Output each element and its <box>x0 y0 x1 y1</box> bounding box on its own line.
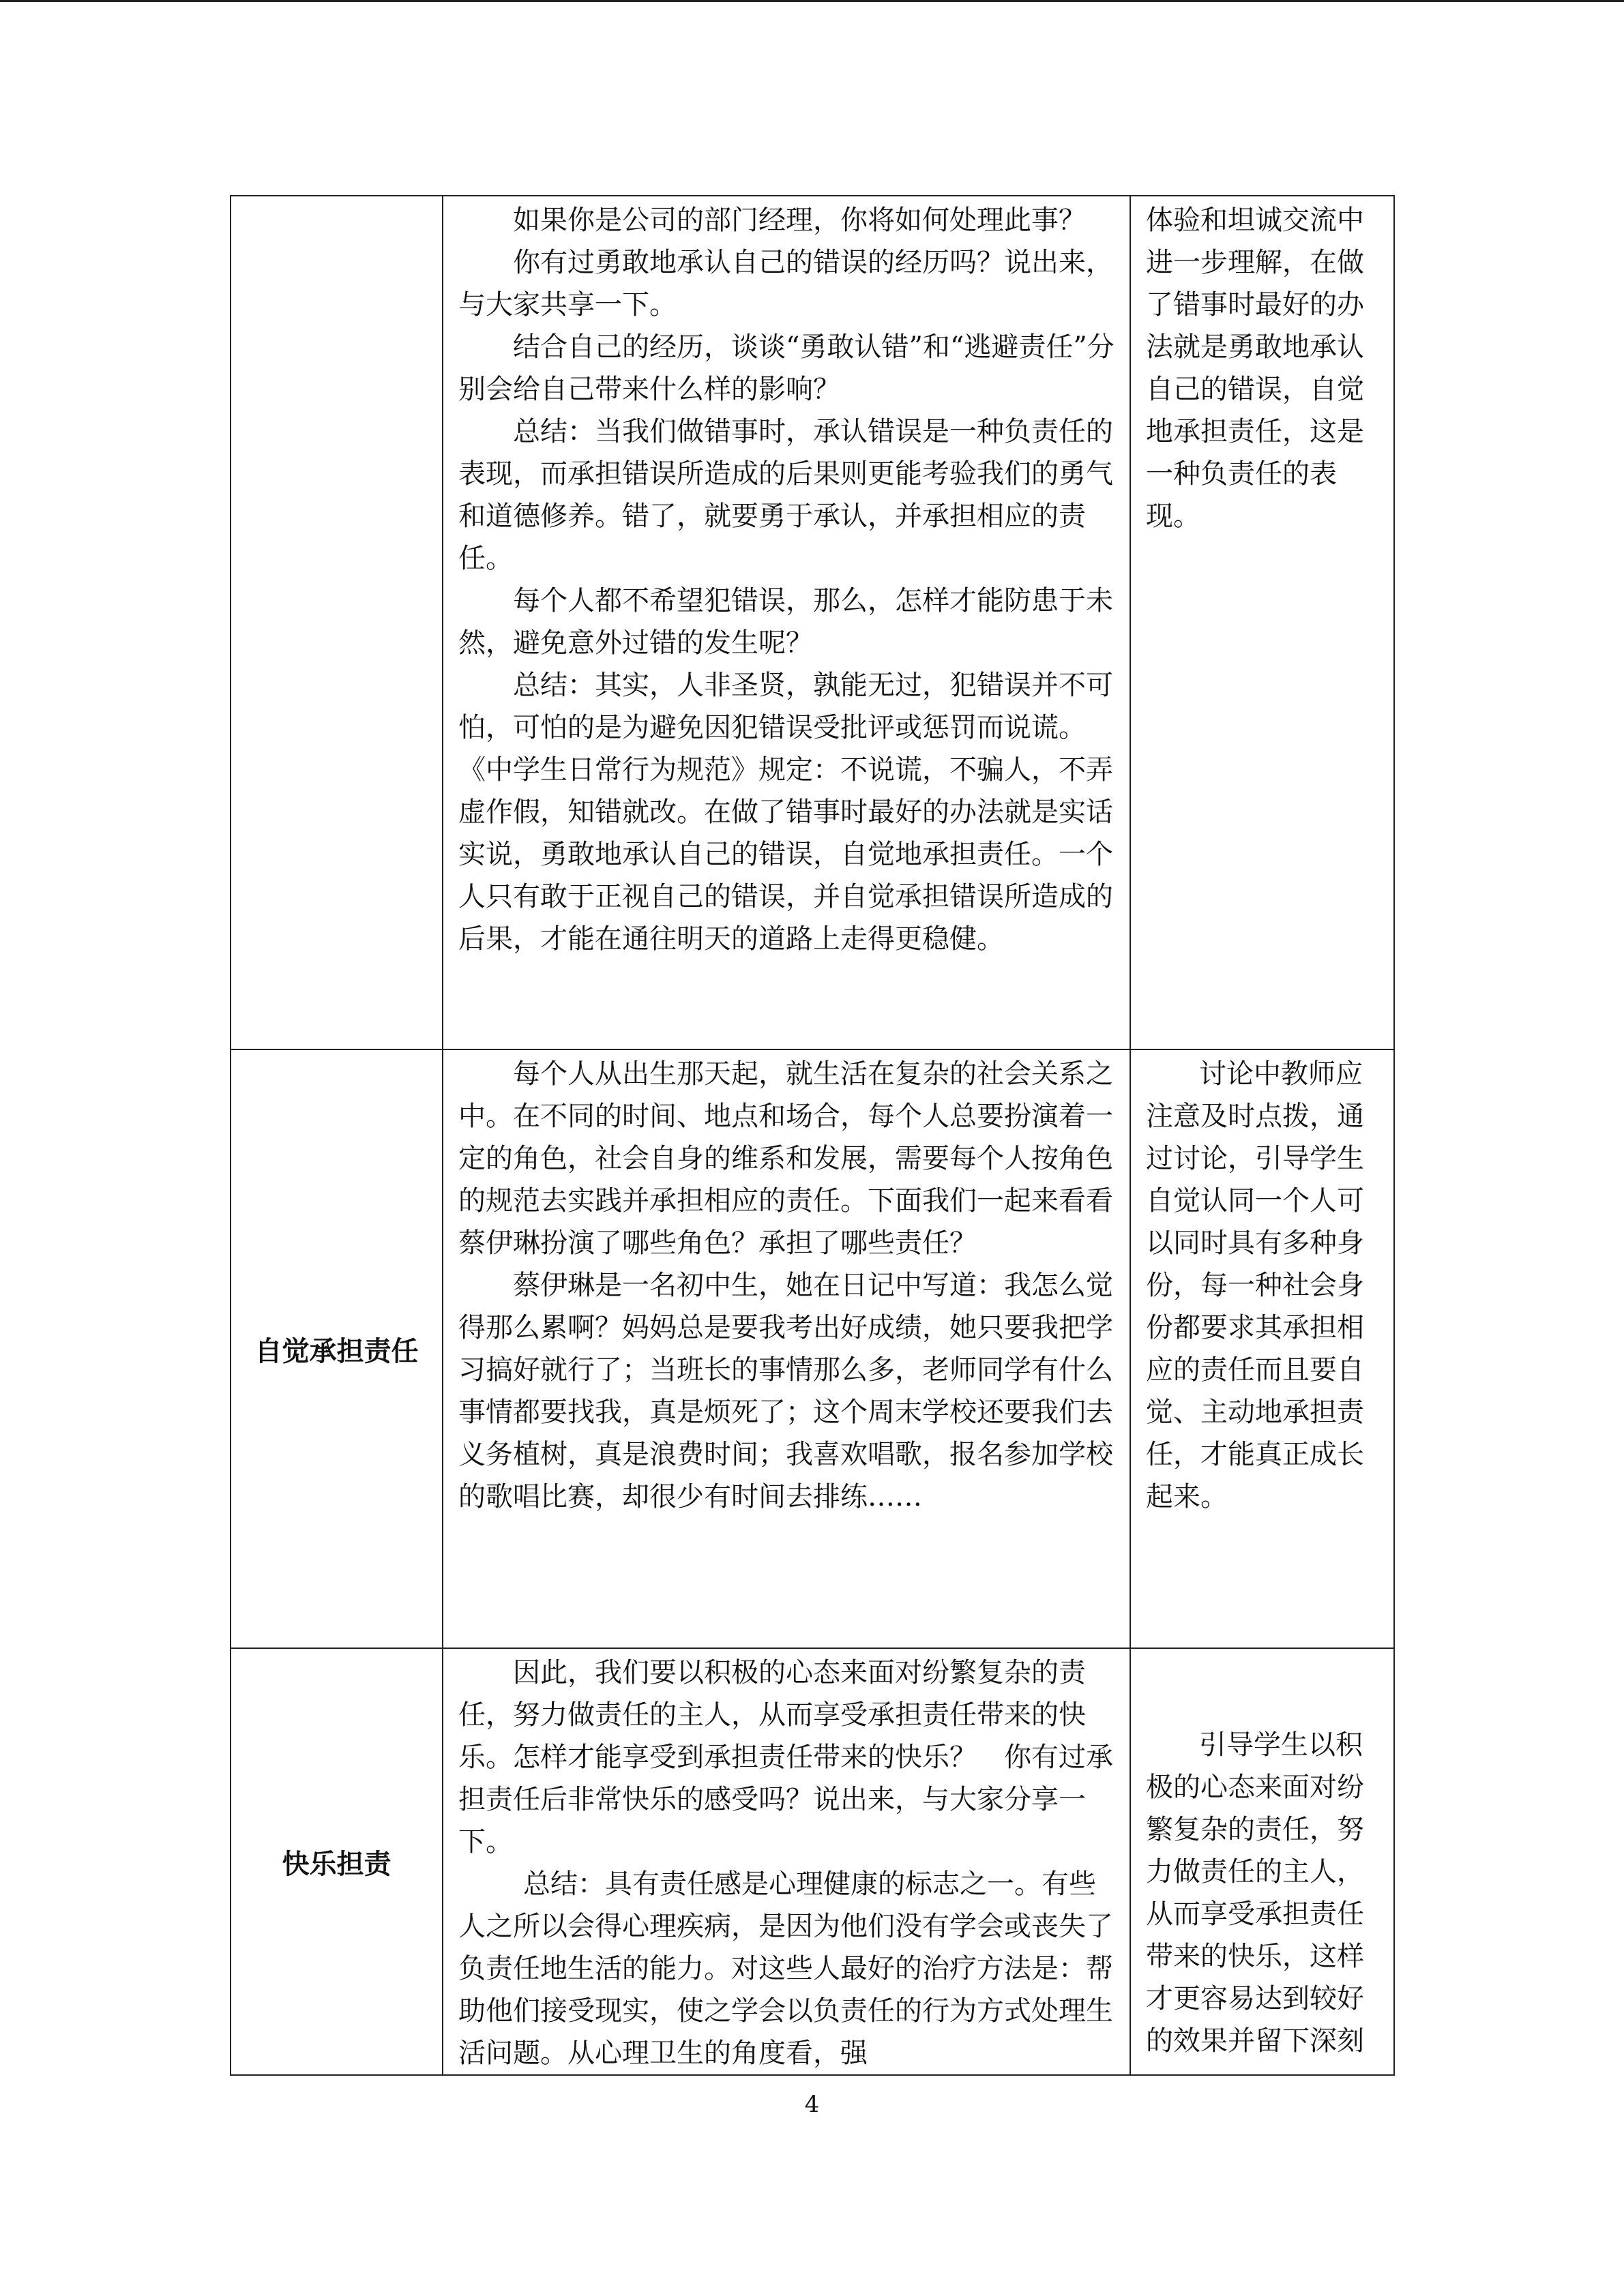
row-label: 自觉承担责任 <box>254 1335 419 1367</box>
content-paragraph: 蔡伊琳是一名初中生，她在日记中写道：我怎么觉得那么累啊？妈妈总是要我考出好成绩，她只要我把学习搞好就行了；当班长的事情那么多，老师同学有什么事情都要找我，真是烦死了；这个周末学校还要我们去义务植树，真是浪费时间；我喜欢唱歌，报名参加学校的歌唱比赛，却很少有时间去排练…… <box>458 1270 1113 1512</box>
row-label: 快乐担责 <box>282 1848 392 1880</box>
note-cell <box>1130 1049 1394 1648</box>
content-paragraph: 总结：具有责任感是心理健康的标志之一。有些人之所以会得心理疾病，是因为他们没有学会或丧失了负责任地生活的能力。对这些人最好的治疗方法是：帮助他们接受现实，使之学会以负责任的行为方式处理生活问题。从心理卫生的角度看，强 <box>458 1868 1113 2069</box>
content-paragraph: 每个人都不希望犯错误，那么，怎样才能防患于未然，避免意外过错的发生呢？ <box>458 585 1113 659</box>
content-cell <box>443 1049 1130 1648</box>
content-cell <box>443 196 1130 1049</box>
note-cell <box>1130 196 1394 1049</box>
note-cell <box>1130 1648 1394 2075</box>
top-border-line <box>0 0 1624 2</box>
row-label-cell <box>231 1648 443 2075</box>
table-row <box>231 1648 1394 2075</box>
content-cell <box>443 1648 1130 2075</box>
note-text: 讨论中教师应注意及时点拨，通过讨论，引导学生自觉认同一个人可以同时具有多种身份，每一种社会身份都要求其承担相应的责任而且要自觉、主动地承担责任，才能真正成长起来。 <box>1146 1058 1364 1512</box>
content-paragraph: 你有过勇敢地承认自己的错误的经历吗？说出来，与大家共享一下。 <box>458 247 1113 320</box>
note-text: 引导学生以积极的心态来面对纷繁复杂的责任，努力做责任的主人，从而享受承担责任带来的快乐，这样才更容易达到较好的效果并留下深刻 <box>1146 1729 1364 2057</box>
content-paragraph: 因此，我们要以积极的心态来面对纷繁复杂的责任，努力做责任的主人，从而享受承担责任带来的快乐。怎样才能享受到承担责任带来的快乐？ 你有过承担责任后非常快乐的感受吗？说出来，与大家分享一下。 <box>458 1657 1113 1858</box>
content-paragraph: 每个人从出生那天起，就生活在复杂的社会关系之中。在不同的时间、地点和场合，每个人总要扮演着一定的角色，社会自身的维系和发展，需要每个人按角色的规范去实践并承担相应的责任。下面我们一起来看看蔡伊琳扮演了哪些角色？承担了哪些责任？ <box>458 1058 1113 1259</box>
lesson-plan-table <box>230 195 1395 2076</box>
note-text: 体验和坦诚交流中进一步理解，在做了错事时最好的办法就是勇敢地承认自己的错误，自觉地承担责任，这是一种负责任的表现。 <box>1146 205 1364 532</box>
content-paragraph: 总结：其实，人非圣贤，孰能无过，犯错误并不可怕，可怕的是为避免因犯错误受批评或惩罚而说谎。《中学生日常行为规范》规定：不说谎，不骗人，不弄虚作假，知错就改。在做了错事时最好的办法就是实话实说，勇敢地承认自己的错误，自觉地承担责任。一个人只有敢于正视自己的错误，并自觉承担错误所造成的后果，才能在通往明天的道路上走得更稳健。 <box>458 670 1113 955</box>
table-row <box>231 1049 1394 1648</box>
row-label-cell <box>231 1049 443 1648</box>
content-paragraph: 结合自己的经历，谈谈“勇敢认错”和“逃避责任”分别会给自己带来什么样的影响？ <box>458 331 1114 405</box>
page-number: 4 <box>804 2091 820 2118</box>
table-row <box>231 196 1394 1049</box>
row-label-cell <box>231 196 443 1049</box>
content-paragraph: 如果你是公司的部门经理，你将如何处理此事？ <box>513 205 1086 236</box>
content-paragraph: 总结：当我们做错事时，承认错误是一种负责任的表现，而承担错误所造成的后果则更能考验我们的勇气和道德修养。错了，就要勇于承认，并承担相应的责任。 <box>458 416 1113 574</box>
